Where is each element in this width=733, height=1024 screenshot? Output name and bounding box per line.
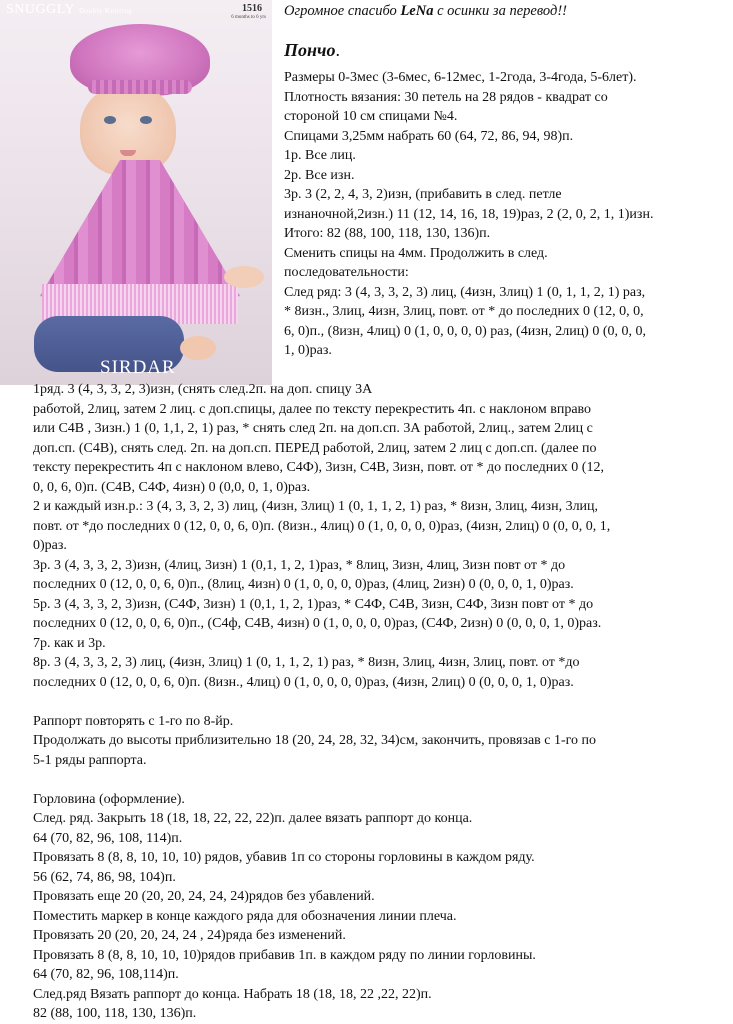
instruction-line: изнаночной,2изн.) 11 (12, 14, 16, 18, 19)раз, 2 (2, 0, 2, 1, 1)изн.: [284, 206, 654, 222]
instruction-line: * 8изн., 3лиц, 4изн, 3лиц, повт. от * до последних 0 (12, 0, 0,: [284, 304, 644, 319]
instruction-line: 8р. 3 (4, 3, 3, 2, 3) лиц, (4изн, 3лиц) 1 (0, 1, 1, 2, 1) раз, * 8изн, 3лиц, 4изн, 3лиц, повт. от *до: [33, 655, 580, 670]
instruction-line: 0, 0, 6, 0)п. (С4В, С4Ф, 4изн) 0 (0,0, 0, 1, 0)раз.: [33, 479, 311, 495]
instruction-line: повт. от *до последних 0 (12, 0, 0, 6, 0)п. (8изн., 4лиц) 0 (1, 0, 0, 0, 0)раз, (4изн, 2лиц) 0 (0, 0, 0, 1,: [33, 518, 611, 534]
instruction-line: 5-1 ряды раппорта.: [33, 752, 147, 768]
instruction-line: Итого: 82 (88, 100, 118, 130, 136)п.: [284, 226, 491, 241]
instruction-line: Провязать еще 20 (20, 20, 24, 24, 24)рядов без убавлений.: [33, 889, 375, 904]
brand-logo: SNUGGLY Double Knitting: [6, 2, 133, 17]
pattern-code: 1516: [242, 3, 262, 14]
hand: [180, 336, 216, 360]
instruction-line: 56 (62, 74, 86, 98, 104)п.: [33, 869, 176, 885]
instruction-line: След.ряд Вязать раппорт до конца. Набрать 18 (18, 18, 22 ,22, 22)п.: [33, 986, 432, 1002]
instruction-line: Спицами 3,25мм набрать 60 (64, 72, 86, 94, 98)п.: [284, 128, 574, 144]
instruction-line: Продолжать до высоты приблизительно 18 (20, 24, 28, 32, 34)см, закончить, провязав с 1-го по: [33, 733, 597, 748]
instruction-line: 1, 0)раз.: [284, 343, 332, 358]
instructions-right-column: [284, 68, 732, 361]
instructions-main-column: [33, 380, 728, 1024]
maker-logo: SIRDAR: [100, 357, 176, 378]
instruction-line: Провязать 8 (8, 8, 10, 10, 10) рядов, убавив 1п со стороны горловины в каждом ряду.: [33, 850, 535, 865]
instruction-line: Поместить маркер в конце каждого ряда для обозначения линии плеча.: [33, 908, 457, 924]
instruction-line: 3р. 3 (4, 3, 3, 2, 3)изн, (4лиц, 3изн) 1 (0,1, 1, 2, 1)раз, * 8лиц, 3изн, 4лиц, 3изн повт от * до: [33, 557, 566, 573]
left-eye: [104, 116, 116, 124]
instruction-line: Сменить спицы на 4мм. Продолжить в след.: [284, 245, 548, 261]
instruction-line: 1р. Все лиц.: [284, 148, 356, 163]
instruction-line: 1ряд. 3 (4, 3, 3, 2, 3)изн, (снять след.2п. на доп. спицу 3А: [33, 382, 373, 397]
cover-photo: [0, 0, 272, 385]
instruction-line: 64 (70, 82, 96, 108, 114)п.: [33, 830, 183, 846]
instruction-line: Провязать 20 (20, 20, 24, 24 , 24)ряда без изменений.: [33, 928, 346, 943]
foot: [224, 266, 264, 288]
instruction-line: последовательности:: [284, 265, 409, 280]
instruction-line: работой, 2лиц, затем 2 лиц. с доп.спицы, далее по тексту перекрестить 4п. с наклоном вправо: [33, 401, 592, 417]
instruction-line: 64 (70, 82, 96, 108,114)п.: [33, 967, 179, 982]
instruction-line: Горловина (оформление).: [33, 791, 185, 807]
beret-brim: [88, 80, 192, 94]
page-title: Пончо.: [284, 40, 340, 60]
instruction-line: 7р. как и 3р.: [33, 635, 106, 651]
instruction-line: 2 и каждый изн.р.: 3 (4, 3, 3, 2, 3) лиц, (4изн, 3лиц) 1 (0, 1, 1, 2, 1) раз, * 8изн, 3лиц, 4изн, 3лиц,: [33, 499, 599, 514]
instruction-line: 2р. Все изн.: [284, 167, 355, 183]
blank-line: [33, 692, 728, 712]
instruction-line: стороной 10 см спицами №4.: [284, 109, 458, 124]
instruction-line: 5р. 3 (4, 3, 3, 2, 3)изн, (С4Ф, 3изн) 1 (0,1, 1, 2, 1)раз, * С4Ф, С4В, 3изн, С4Ф, 3изн повт от * до: [33, 596, 594, 612]
instruction-line: След. ряд. Закрыть 18 (18, 18, 22, 22, 22)п. далее вязать раппорт до конца.: [33, 811, 473, 826]
instruction-line: 3р. 3 (2, 2, 4, 3, 2)изн, (прибавить в след. петле: [284, 187, 562, 202]
instruction-line: Плотность вязания: 30 петель на 28 рядов - квадрат со: [284, 89, 608, 105]
instruction-line: Раппорт повторять с 1-го по 8-йр.: [33, 713, 234, 729]
instruction-line: 6, 0)п., (8изн, 4лиц) 0 (1, 0, 0, 0, 0) раз, (4изн, 2лиц) 0 (0, 0, 0,: [284, 323, 647, 339]
instruction-line: или С4В , 3изн.) 1 (0, 1,1, 2, 1) раз, * снять след 2п. на доп.сп. 3А работой, 2лиц., затем 2лиц с: [33, 421, 593, 436]
instruction-line: последних 0 (12, 0, 0, 6, 0)п., (С4ф, С4В, 4изн) 0 (1, 0, 0, 0, 0)раз, (С4Ф, 2изн) 0 (0, 0, 0, 1, 0)раз.: [33, 616, 602, 631]
instruction-line: тексту перекрестить 4п с наклоном влево, С4Ф), 3изн, С4В, 3изн, повт. от * до последних 0 (12,: [33, 460, 604, 475]
instruction-line: доп.сп. (С4В), снять след. 2п. на доп.сп. ПЕРЕД работой, 2лиц, затем 2 лиц с доп.сп. (далее по: [33, 440, 597, 456]
instruction-line: последних 0 (12, 0, 0, 6, 0)п., (8лиц, 4изн) 0 (1, 0, 0, 0, 0)раз, (4лиц, 2изн) 0 (0, 0, 0, 1, 0)раз.: [33, 577, 574, 592]
right-eye: [140, 116, 152, 124]
instruction-line: След ряд: 3 (4, 3, 3, 2, 3) лиц, (4изн, 3лиц) 1 (0, 1, 1, 2, 1) раз,: [284, 284, 646, 300]
instruction-line: 82 (88, 100, 118, 130, 136)п.: [33, 1006, 197, 1021]
instruction-line: Размеры 0-3мес (3-6мес, 6-12мес, 1-2года, 3-4года, 5-6лет).: [284, 70, 637, 85]
blank-line: [33, 770, 728, 790]
instruction-line: последних 0 (12, 0, 0, 6, 0)п. (8изн., 4лиц) 0 (1, 0, 0, 0, 0)раз, (4изн, 2лиц) 0 (0, 0, 0, 1, 0)раз.: [33, 674, 574, 690]
translation-credit: Огромное спасибо LeNa с осинки за перевод!!: [284, 3, 567, 19]
sizes-note: 6 months to 6 yrs: [231, 15, 266, 20]
instruction-line: Провязать 8 (8, 8, 10, 10, 10)рядов прибавив 1п. в каждом ряду по линии горловины.: [33, 947, 536, 963]
instruction-line: 0)раз.: [33, 538, 67, 553]
